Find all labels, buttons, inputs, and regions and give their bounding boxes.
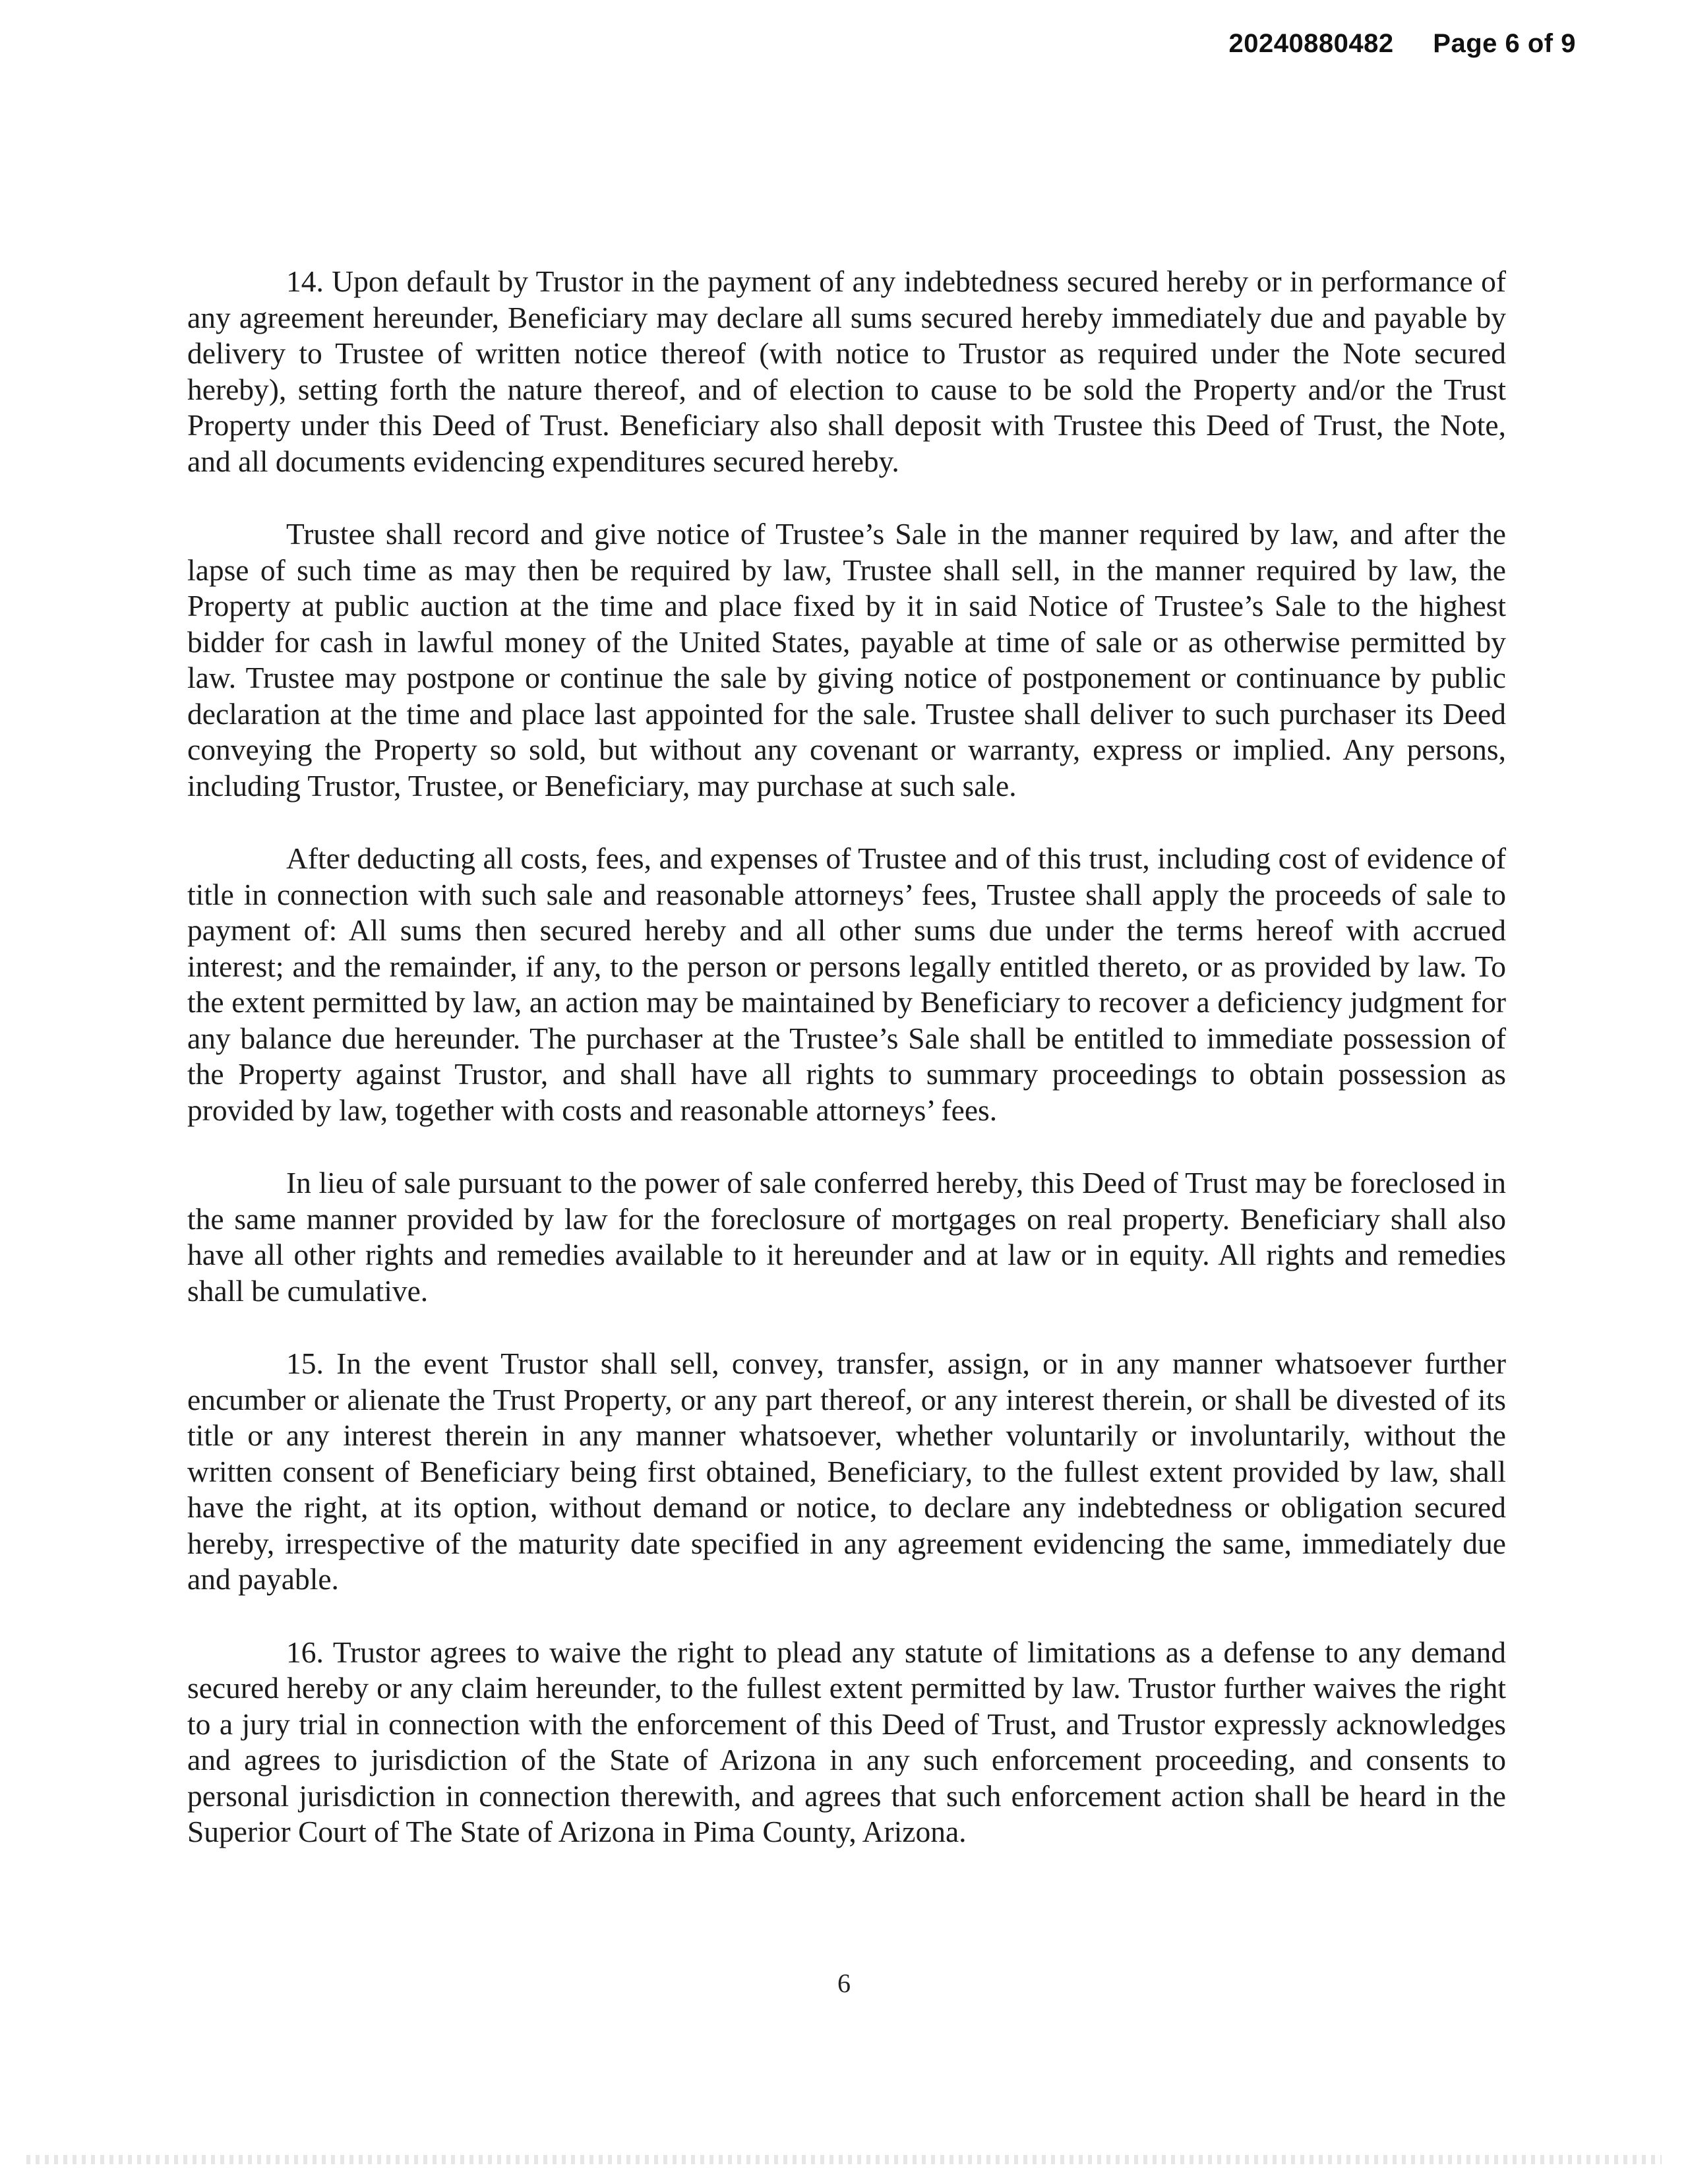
document-number: 20240880482 (1228, 29, 1394, 58)
document-body (187, 264, 1506, 1887)
page-header (1228, 29, 1576, 59)
page-number: 6 (837, 1968, 851, 1998)
paragraph-proceeds: After deducting all costs, fees, and expenses of Trustee and of this trust, including cost of evidence of title in connection with such sale and reasonable attorneys’ fees, Trustee shall apply the proceeds of sale to payment of: All sums then secured hereby and all other sums due under the terms hereof with accrued interest; and the remainder, if any, to the person or persons legally entitled thereto, or as provided by law. To the extent permitted by law, an action may be maintained by Beneficiary to recover a deficiency judgment for any balance due hereunder. The purchaser at the Trustee’s Sale shall be entitled to immediate possession of the Property against Trustor, and shall have all rights to summary proceedings to obtain possession as provided by law, together with costs and reasonable attorneys’ fees. (187, 841, 1506, 1127)
scan-artifact-strip (26, 2155, 1662, 2164)
paragraph-14-default: 14. Upon default by Trustor in the payment of any indebtedness secured hereby or in performance of any agreement hereunder, Beneficiary may declare all sums secured hereby immediately due and payable by delivery to Trustee of written notice thereof (with notice to Trustor as required under the Note secured hereby), setting forth the nature thereof, and of election to cause to be sold the Property and/or the Trust Property under this Deed of Trust. Beneficiary also shall deposit with Trustee this Deed of Trust, the Note, and all documents evidencing expenditures secured hereby. (187, 264, 1506, 478)
paragraph-15-transfer: 15. In the event Trustor shall sell, convey, transfer, assign, or in any manner whatsoever further encumber or alienate the Trust Property, or any part thereof, or any interest therein, or shall be divested of its title or any interest therein in any manner whatsoever, whether voluntarily or involuntarily, without the written consent of Beneficiary being first obtained, Beneficiary, to the fullest extent provided by law, shall have the right, at its option, without demand or notice, to declare any indebtedness or obligation secured hereby, irrespective of the maturity date specified in any agreement evidencing the same, immediately due and payable. (187, 1347, 1506, 1596)
paragraph-foreclosure: In lieu of sale pursuant to the power of sale conferred hereby, this Deed of Trust may be foreclosed in the same manner provided by law for the foreclosure of mortgages on real property. Beneficiary shall also have all other rights and remedies available to it hereunder and at law or in equity. All rights and remedies shall be cumulative. (187, 1166, 1506, 1308)
paragraph-trustee-sale: Trustee shall record and give notice of Trustee’s Sale in the manner required by law, and after the lapse of such time as may then be required by law, Trustee shall sell, in the manner required by law, the Property at public auction at the time and place fixed by it in said Notice of Trustee’s Sale to the highest bidder for cash in lawful money of the United States, payable at time of sale or as otherwise permitted by law. Trustee may postpone or continue the sale by giving notice of postponement or continuance by public declaration at the time and place last appointed for the sale. Trustee shall deliver to such purchaser its Deed conveying the Property so sold, but without any covenant or warranty, express or implied. Any persons, including Trustor, Trustee, or Beneficiary, may purchase at such sale. (187, 517, 1506, 803)
page-label: Page 6 of 9 (1433, 29, 1576, 58)
paragraph-16-waiver: 16. Trustor agrees to waive the right to plead any statute of limitations as a defense to any demand secured hereby or any claim hereunder, to the fullest extent permitted by law. Trustor further waives the right to a jury trial in connection with the enforcement of this Deed of Trust, and Trustor expressly acknowledges and agrees to jurisdiction of the State of Arizona in any such enforcement proceeding, and consents to personal jurisdiction in connection therewith, and agrees that such enforcement action shall be heard in the Superior Court of The State of Arizona in Pima County, Arizona. (187, 1635, 1506, 1848)
